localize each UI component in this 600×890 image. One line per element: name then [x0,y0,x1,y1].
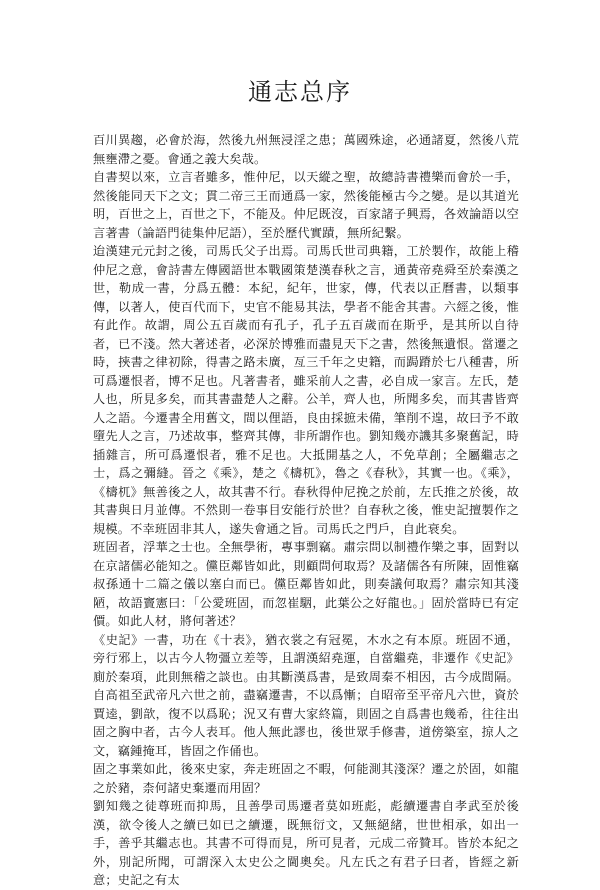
paragraph: 迨漢建元元封之後，司馬氏父子出焉。司馬氏世司典籍，工於製作，故能上稽仲尼之意，會詩書左傳國語世本戰國策楚漢春秋之言，通黃帝堯舜至於秦漢之世，勒成一書，分爲五體：本紀，紀年，世家，傳，代表以正曆書，以類事傳，以著人，使百代而下，史官不能易其法，學者不能舍其書。六經之後，惟有此作。故謂，周公五百歲而有孔子，孔子五百歲而在斯乎，是其所以自待者，已不淺。然大著述者，必深於博雅而盡見天下之書，然後無遺恨。當遷之時，挾書之律初除，得書之路未廣，亙三千年之史籍，而跼蹐於七八種書，所可爲遷恨者，博不足也。凡著書者，雖采前人之書，必自成一家言。左氏，楚人也，所見多矣，而其書盡楚人之辭。公羊，齊人也，所聞多矣，而其書皆齊人之語。今遷書全用舊文，間以俚語，良由採摭未備，筆削不遑，故曰予不敢墮先人之言，乃述故事，整齊其傳，非所謂作也。劉知幾亦譏其多聚舊記，時插雜言，所可爲遷恨者，雅不足也。大抵開基之人，不免草創；全屬繼志之士，爲之彌縫。晉之《乘》，楚之《檮杌》，魯之《春秋》，其實一也。《乘》，《檮杌》無善後之人，故其書不行。春秋得仲尼挽之於前，左氏推之於後，故其書與日月並傳。不然則一卷事目安能行於世？自春秋之後，惟史記擅製作之規模。不幸班固非其人，遂失會通之旨。司馬氏之門戶，自此衰矣。 [93,244,519,536]
paragraph: 班固者，浮華之士也。全無學術，專事剽竊。肅宗問以制禮作樂之事，固對以在京諸儒必能知之。儻臣鄰皆如此，則顧問何取焉？及諸儒各有所陳，固惟竊叔孫通十二篇之儀以塞白而已。儻臣鄰皆如此，則奏議何取焉？肅宗知其淺陋，故語竇憲曰：「公愛班固，而忽崔駰，此葉公之好龍也。」固於當時已有定價。如此人材，將何著述？ [93,540,519,628]
paragraph: 百川異趨，必會於海，然後九州無浸淫之患；萬國殊途，必通諸夏，然後八荒無壅滯之憂。會通之義大矣哉。 [93,133,519,166]
paragraph: 自書契以來，立言者雖多，惟仲尼，以天縱之聖，故總詩書禮樂而會於一手，然後能同天下之文；貫二帝三王而通爲一家，然後能極古今之變。是以其道光明，百世之上，百世之下，不能及。仲尼既沒，百家諸子興焉，各效論語以空言著書（論語門徒集仲尼語），至於歷代實蹟，無所紀繫。 [93,170,519,240]
paragraph: 《史記》一書，功在《十表》，猶衣裳之有冠冕，木水之有本原。班固不通，旁行邪上，以古今人物彊立差等，且謂漢紹堯運，自當繼堯，非遷作《史記》廁於秦項，此則無稽之談也。由其斷漢爲書，是致周秦不相因，古今成間隔。自高祖至武帝凡六世之前，盡竊遷書，不以爲慚；自昭帝至平帝凡六世，資於賈逵，劉歆，復不以爲恥；況又有曹大家終篇，則固之自爲書也幾希，往往出固之胸中者，古今人表耳。他人無此謬也，後世眾手修書，道傍築室，掠人之文，竊鍾掩耳，皆固之作俑也。 [93,632,519,758]
paragraph: 劉知幾之徒尊班而抑馬，且善學司馬遷者莫如班彪，彪續遷書自孝武至於後漢，欲令後人之續已如已之續遷，既無衍文，又無絕緒，世世相承，如出一手，善乎其繼志也。其書不可得而見，所可見者，元成二帝贊耳。皆於本紀之外，別記所聞，可謂深入太史公之閫奧矣。凡左氏之有君子曰者，皆經之新意；史記之有太 [93,799,519,887]
paragraph: 固之事業如此，後來史家，奔走班固之不暇，何能測其淺深？遷之於固，如龍之於豬，柰何諸史棄遷而用固？ [93,762,519,795]
document-title: 通志总序 [248,78,352,106]
document-body [93,131,519,890]
